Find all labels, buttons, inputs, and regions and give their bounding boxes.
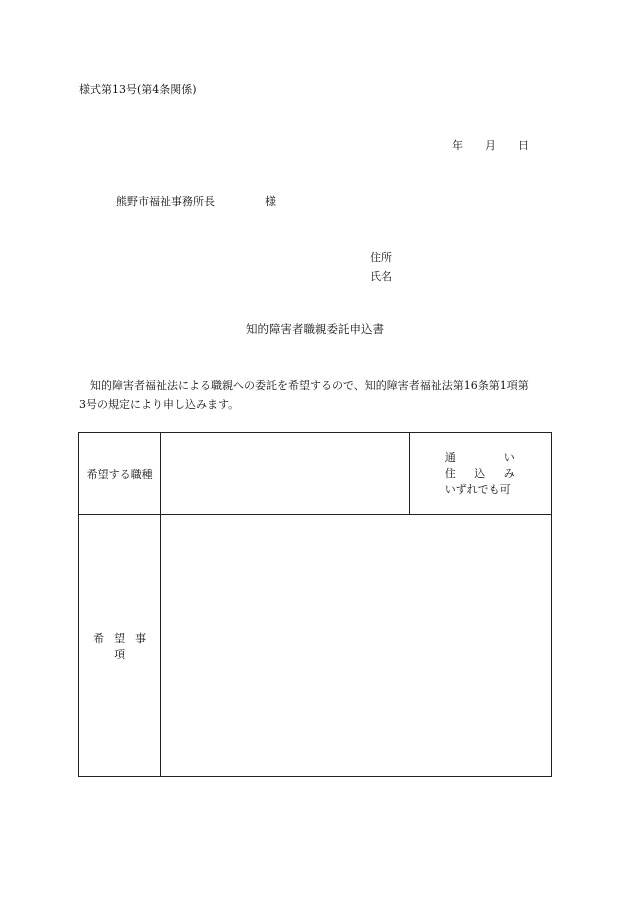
body-text xyxy=(79,376,554,414)
desired-items-label: 希 望 事項 xyxy=(79,515,161,777)
date-month-label: 月 xyxy=(485,139,496,152)
addressee-honorific: 様 xyxy=(265,195,276,208)
name-label: 氏名 xyxy=(370,270,392,283)
applicant-block xyxy=(370,248,392,286)
job-type-options[interactable] xyxy=(409,433,551,515)
desired-job-field[interactable] xyxy=(161,433,410,515)
date-line xyxy=(452,137,529,153)
option-either[interactable]: いずれでも可 xyxy=(444,482,511,496)
date-day-label: 日 xyxy=(518,139,529,152)
option-live-in[interactable]: 住 込 み xyxy=(444,466,515,480)
addressee-office: 熊野市福祉事務所長 xyxy=(116,195,215,208)
form-number: 様式第13号(第4条関係) xyxy=(79,83,197,96)
addressee xyxy=(116,193,276,209)
application-table xyxy=(78,432,552,777)
desired-job-row xyxy=(79,433,552,515)
body-line-2: 3号の規定により申し込みます。 xyxy=(79,398,240,411)
date-year-label: 年 xyxy=(452,139,463,152)
option-commute[interactable]: 通 い xyxy=(444,450,515,464)
body-line-1: 知的障害者福祉法による職親への委託を希望するので、知的障害者福祉法第16条第1項第 xyxy=(90,379,529,392)
desired-items-row xyxy=(79,515,552,777)
desired-job-label: 希望する職種 xyxy=(79,433,161,515)
desired-items-field[interactable] xyxy=(161,515,552,777)
address-label: 住所 xyxy=(370,251,392,264)
document-title: 知的障害者職親委託申込書 xyxy=(246,322,384,336)
